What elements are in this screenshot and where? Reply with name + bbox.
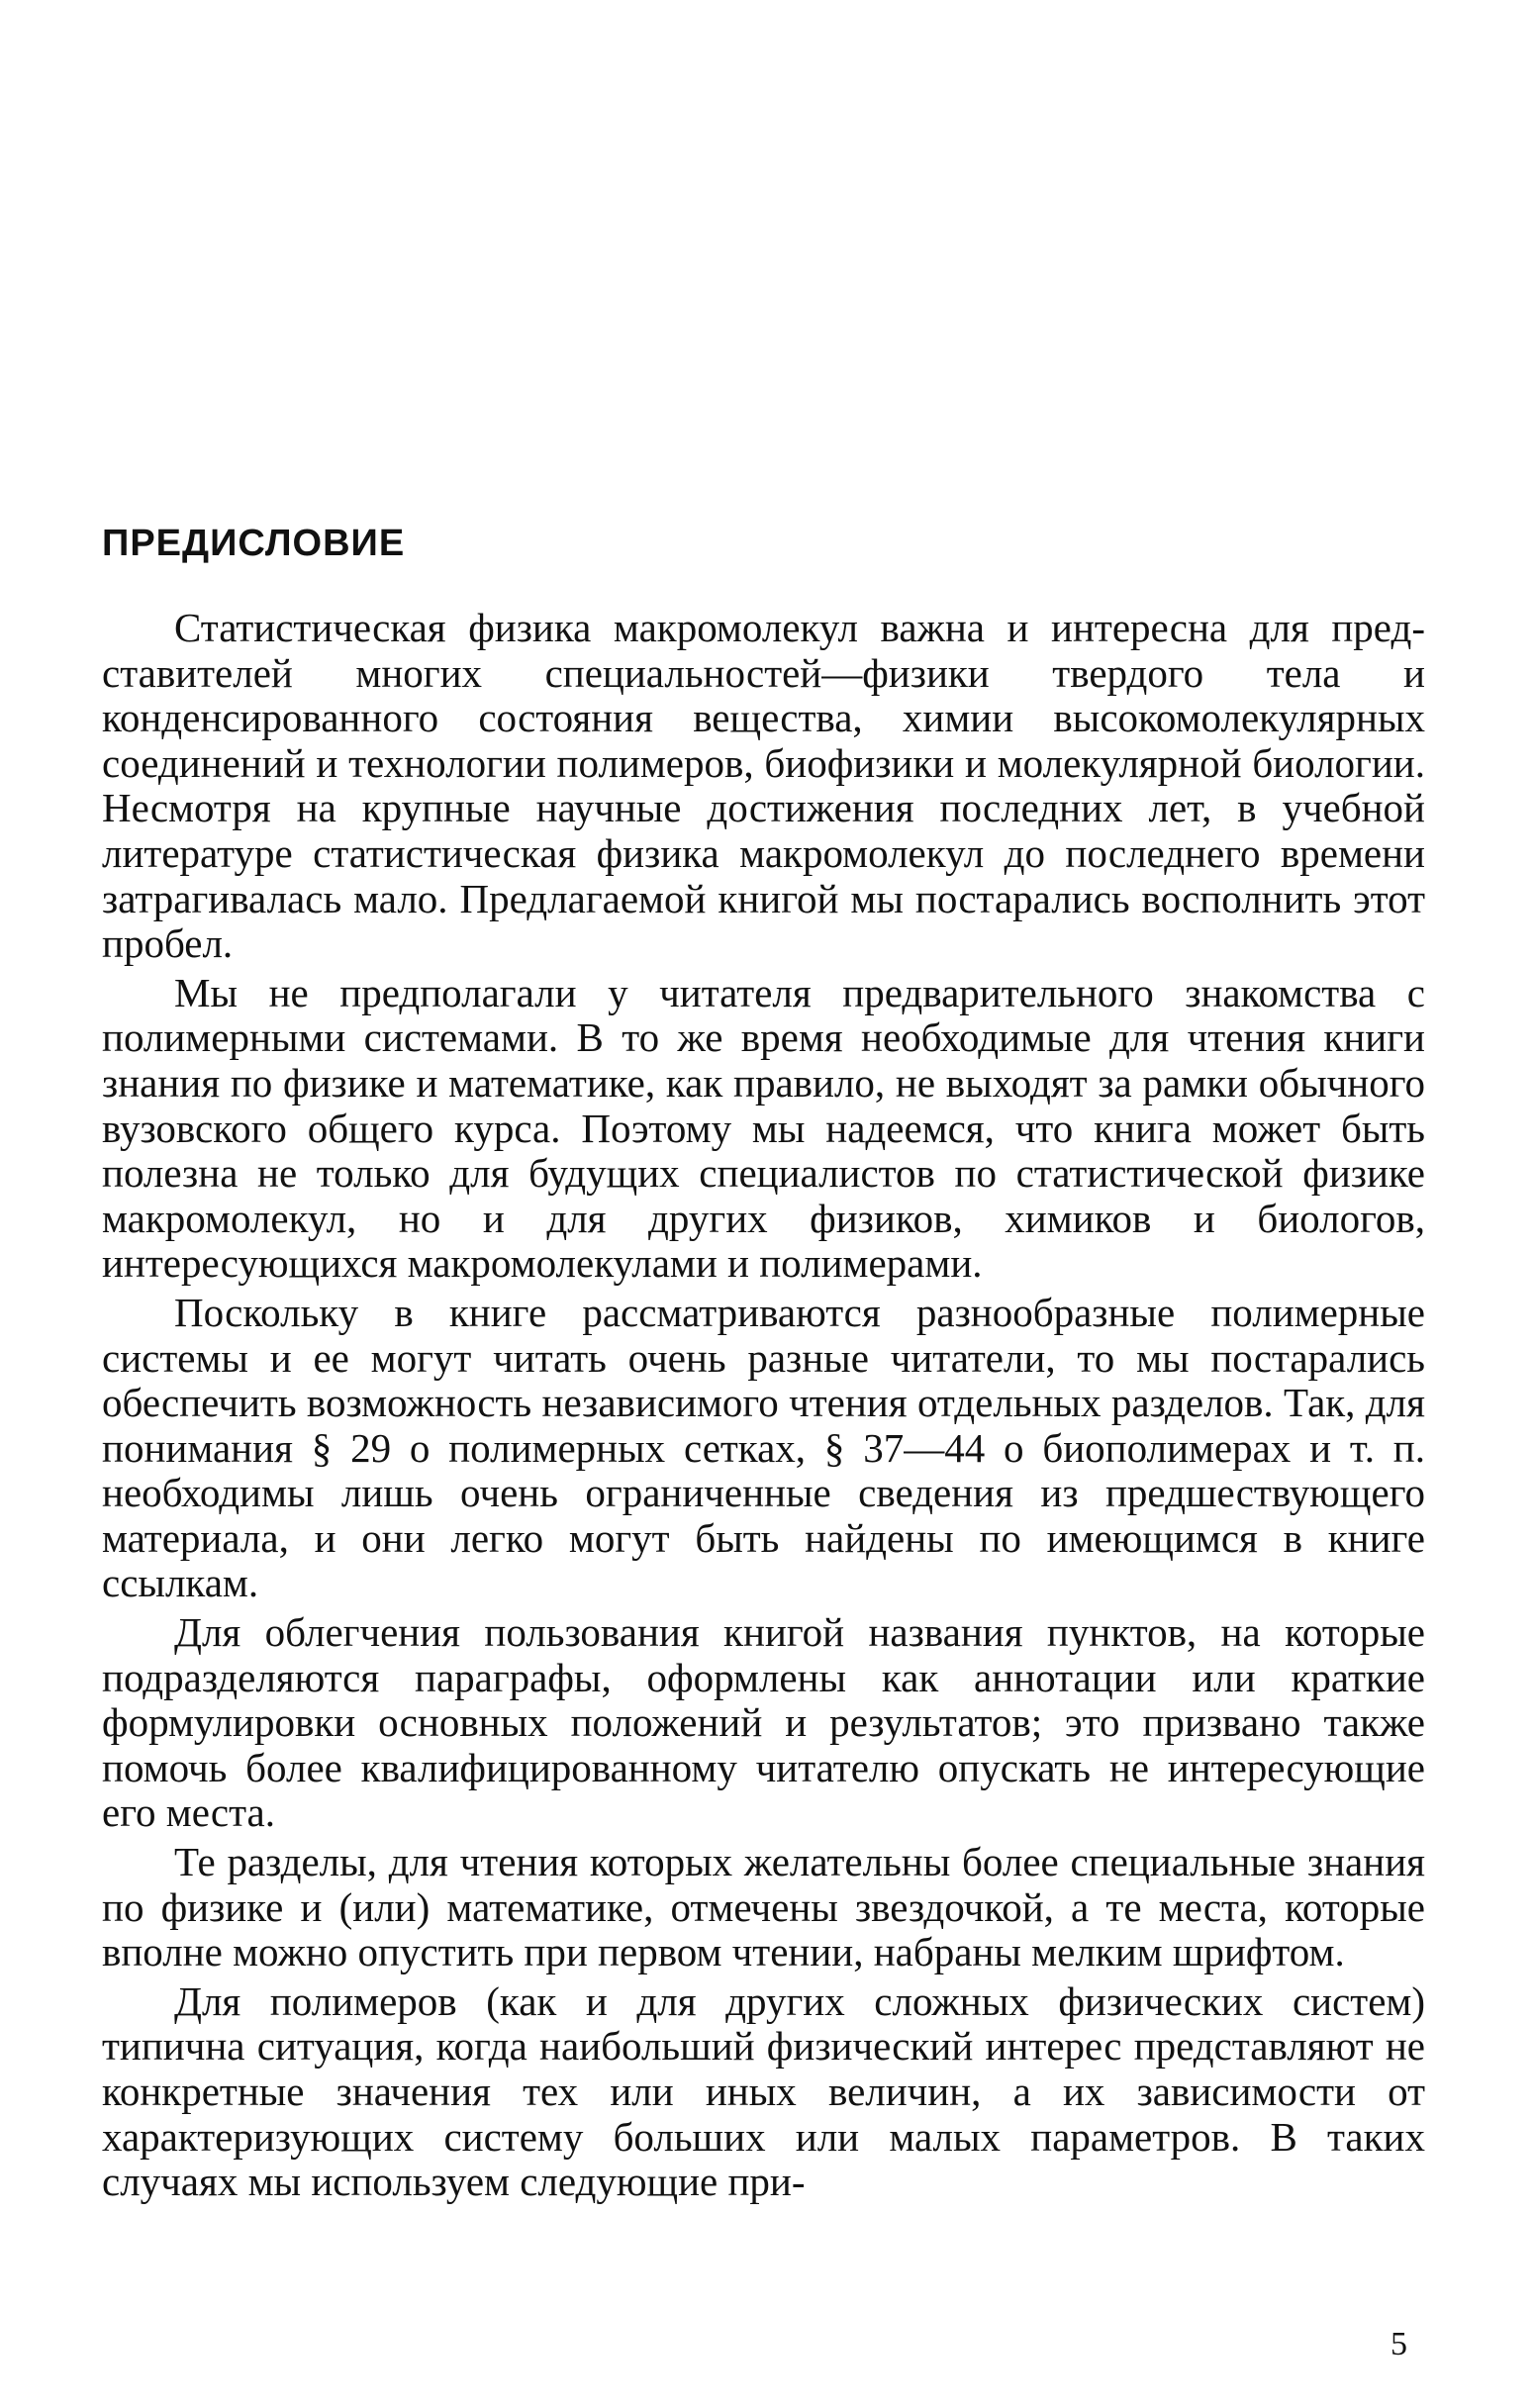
paragraph: Те разделы, для чтения которых желательны более специальные знания по физике и (или) математике, отмечены звездочкой, а те места, которые вполне можно опустить при первом чтении, набраны мелким шрифтом.: [102, 1839, 1425, 1975]
paragraph: Для полимеров (как и для других сложных физических систем) типична ситуация, когда наибольший физический интерес представляют не конкретные значения тех или иных величин, а их зависимости от характеризующих систему больших или малых параметров. В таких случаях мы используем следующие при-: [102, 1977, 1425, 2205]
paragraph: Мы не предполагали у читателя предварительного знакомства с полимерными системами. В то же время необходимые для чтения книги знания по физике и математике, как правило, не выходят за рамки обычного вузовского общего курса. Поэтому мы надеемся, что книга может быть полезна не только для будущих специалистов по статистической физике макромолекул, но и для других физиков, химиков и биологов, интересующихся макромолекулами и полимерами.: [102, 969, 1425, 1287]
preface-body: [102, 606, 1425, 2209]
page-number: 5: [1390, 2326, 1407, 2362]
paragraph: Поскольку в книге рассматриваются разнообразные полимерные системы и ее могут читать очень разные читатели, то мы постарались обеспечить возможность независимого чтения отдельных разделов. Так, для понимания § 29 о полимерных сетках, § 37—44 о биополимерах и т. п. необходимы лишь очень ограниченные сведения из предшествующего материала, и они легко могут быть найдены по имеющимся в книге ссылкам.: [102, 1289, 1425, 1606]
paragraph: Статистическая физика макромолекул важна и интересна для представителей многих специальностей—физики твердого тела и конденсированного состояния вещества, химии высокомолекулярных соединений и технологии полимеров, биофизики и молекулярной биологии. Несмотря на крупные научные достижения последних лет, в учебной литературе статистическая физика макромолекул до последнего времени затрагивалась мало. Предлагаемой книгой мы постарались восполнить этот пробел.: [102, 605, 1425, 967]
page-title: ПРЕДИСЛОВИЕ: [102, 523, 406, 564]
paragraph: Для облегчения пользования книгой названия пунктов, на которые подразделяются параграфы, оформлены как аннотации или краткие формулировки основных положений и результатов; это призвано также помочь более квалифицированному читателю опускать не интересующие его места.: [102, 1609, 1425, 1836]
